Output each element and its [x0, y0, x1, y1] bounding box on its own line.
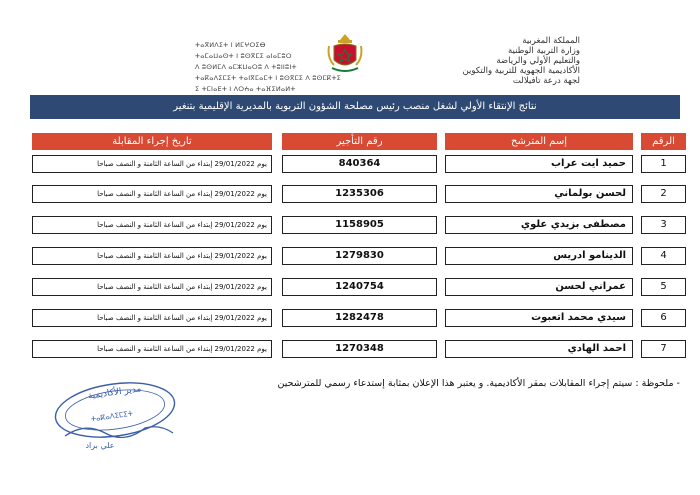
row-name: سيدي محمد اتعبوت — [445, 309, 633, 327]
row-reg: 1279830 — [282, 247, 437, 265]
row-num: 3 — [641, 216, 686, 234]
header-date: تاريخ إجراء المقابلة — [32, 133, 272, 150]
row-date: يوم 29/01/2022 إبتداء من الساعة الثامنة و النصف صباحا — [32, 309, 272, 327]
row-name: لحسن بولماني — [445, 185, 633, 203]
row-reg: 1282478 — [282, 309, 437, 327]
row-date: يوم 29/01/2022 إبتداء من الساعة الثامنة و النصف صباحا — [32, 216, 272, 234]
footnote-label: - ملحوظة : — [635, 378, 680, 389]
row-reg: 1270348 — [282, 340, 437, 358]
stamp-line-1: مدير الأكاديمية — [87, 384, 142, 402]
header-arabic-line: لجهة درعة تافيلالت — [512, 76, 580, 86]
row-num: 6 — [641, 309, 686, 327]
header-arabic — [400, 36, 580, 86]
header-tifinagh-line: ⵉ ⵜⵎⵏⴰⴹⵜ ⵏ ⴷⵔⵄⴰ ⵜⴰⴼⵉⵍⴰⵍⵜ — [195, 85, 296, 93]
row-reg: 1240754 — [282, 278, 437, 296]
header-arabic-line: وزارة التربية الوطنية — [507, 46, 580, 56]
header-arabic-line: الأكاديمية الجهوية للتربية والتكوين — [462, 66, 580, 76]
row-num: 7 — [641, 340, 686, 358]
document-title: نتائج الإنتقاء الأولي لشغل منصب رئيس مصلحة الشؤون التربوية بالمديرية الإقليمية بتنغير — [30, 95, 680, 119]
header-tifinagh-line: ⴷ ⵓⵙⵍⵎⴷ ⴰⵎⵣⵡⴰⵔⵓ ⴷ ⵜⵓⵏⵏⵓⵏⵜ — [195, 63, 297, 71]
row-date: يوم 29/01/2022 إبتداء من الساعة الثامنة و النصف صباحا — [32, 155, 272, 173]
header-arabic-line: المملكة المغربية — [522, 36, 580, 46]
header-tifinagh-line: ⵜⴰⴽⴰⴷⵉⵎⵉⵜ ⵜⴰⵏⴳⵎⴰⵎⵜ ⵏ ⵓⵙⴳⵎⵉ ⴷ ⵓⵙⵎⴽⵜⵉ — [195, 74, 341, 82]
header-reg: رقم التأجير — [282, 133, 437, 150]
row-num: 4 — [641, 247, 686, 265]
row-num: 1 — [641, 155, 686, 173]
header-tifinagh-line: ⵜⴰⵎⴰⵡⴰⵙⵜ ⵏ ⵓⵙⴳⵎⵉ ⴰⵏⴰⵎⵓⵔ — [195, 52, 292, 60]
header-name: إسم المترشح — [445, 133, 633, 150]
row-name: مصطفى بزيدي علوي — [445, 216, 633, 234]
official-stamp-icon — [45, 378, 195, 450]
row-reg: 1158905 — [282, 216, 437, 234]
row-name: عمراني لحسن — [445, 278, 633, 296]
row-name: احمد الهادي — [445, 340, 633, 358]
row-reg: 840364 — [282, 155, 437, 173]
row-reg: 1235306 — [282, 185, 437, 203]
row-name: حميد ايت عراب — [445, 155, 633, 173]
header-arabic-line: والتعليم الأولي والرياضة — [496, 56, 580, 66]
footnote — [250, 378, 680, 389]
header-tifinagh-line: ⵜⴰⴳⵍⴷⵉⵜ ⵏ ⵍⵎⵖⵔⵉⴱ — [195, 41, 266, 49]
row-num: 2 — [641, 185, 686, 203]
svg-text:ⵜⴰⴽⴰⴷⵉⵎⵉⵜ: ⵜⴰⴽⴰⴷⵉⵎⵉⵜ — [90, 409, 134, 424]
row-date: يوم 29/01/2022 إبتداء من الساعة الثامنة و النصف صباحا — [32, 247, 272, 265]
stamp-line-2: علي براد — [85, 441, 115, 450]
row-name: الدينامو ادريس — [445, 247, 633, 265]
row-num: 5 — [641, 278, 686, 296]
header-num: الرقم — [641, 133, 686, 150]
row-date: يوم 29/01/2022 إبتداء من الساعة الثامنة و النصف صباحا — [32, 185, 272, 203]
row-date: يوم 29/01/2022 إبتداء من الساعة الثامنة و النصف صباحا — [32, 340, 272, 358]
footnote-text: سيتم إجراء المقابلات بمقر الأكاديمية. و يعتبر هذا الإعلان بمثابة إستدعاء رسمي للمترشحين — [277, 378, 633, 389]
row-date: يوم 29/01/2022 إبتداء من الساعة الثامنة و النصف صباحا — [32, 278, 272, 296]
header-tifinagh — [195, 40, 345, 95]
